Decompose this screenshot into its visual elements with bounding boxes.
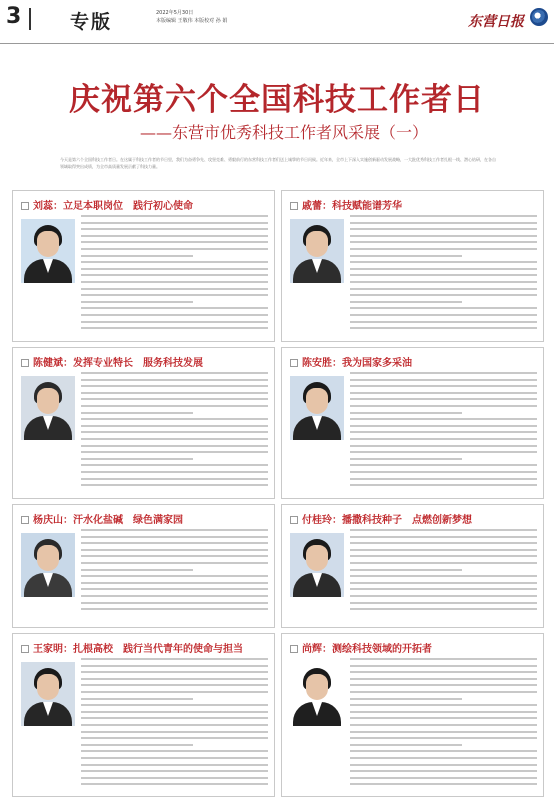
text-line (81, 549, 268, 551)
text-line (350, 665, 537, 667)
photo-face (306, 388, 328, 414)
profile-heading (21, 197, 193, 212)
text-line (81, 737, 268, 739)
logo-emblem-icon (530, 8, 548, 26)
text-line (350, 542, 537, 544)
profile-heading-text: 陈健斌：发挥专业特长 服务科技发展 (33, 358, 203, 369)
profile-card (12, 504, 275, 628)
text-line (350, 704, 537, 706)
portrait-photo (290, 533, 344, 597)
text-line (350, 301, 462, 303)
profile-heading-text: 王家明：扎根高校 践行当代青年的使命与担当 (33, 644, 243, 655)
profile-card (281, 504, 544, 628)
text-line (81, 228, 268, 230)
text-line (81, 698, 193, 700)
profile-heading (290, 354, 412, 369)
text-line (350, 711, 537, 713)
newspaper-logo: 东营日报 (468, 14, 524, 30)
text-line (81, 405, 268, 407)
text-line (81, 764, 268, 766)
page-subtitle: ——东营市优秀科技工作者风采展（一） (140, 123, 429, 142)
text-line (81, 542, 268, 544)
text-line (350, 228, 537, 230)
text-line (81, 665, 268, 667)
text-line (350, 268, 537, 270)
photo-face (37, 388, 59, 414)
text-line (81, 658, 268, 660)
heading-marker-icon (290, 516, 298, 524)
text-line (350, 658, 537, 660)
profile-heading (21, 354, 203, 369)
text-line (350, 595, 537, 597)
text-line (350, 555, 537, 557)
text-line (81, 770, 268, 772)
photo-face (37, 545, 59, 571)
text-line (81, 471, 268, 473)
text-line (81, 555, 268, 557)
text-line (350, 602, 537, 604)
text-line (81, 562, 268, 564)
text-line (350, 744, 462, 746)
text-line (350, 379, 537, 381)
text-line (350, 412, 462, 414)
text-line (81, 425, 268, 427)
text-line (350, 274, 537, 276)
text-line (350, 770, 537, 772)
text-line (81, 445, 268, 447)
text-line (81, 464, 268, 466)
heading-marker-icon (290, 645, 298, 653)
text-line (350, 307, 537, 309)
portrait-photo (290, 219, 344, 283)
text-line (81, 582, 268, 584)
text-line (350, 385, 537, 387)
text-line (350, 321, 537, 323)
text-line (81, 431, 268, 433)
heading-marker-icon (21, 359, 29, 367)
photo-face (306, 231, 328, 257)
section-name: 专版 (70, 11, 113, 33)
profile-heading-text: 刘蕊：立足本职岗位 践行初心使命 (33, 201, 193, 212)
text-line (81, 744, 193, 746)
text-line (350, 717, 537, 719)
profile-heading-text: 尚辉：测绘科技领域的开拓者 (302, 644, 432, 655)
profile-body-text (81, 372, 268, 492)
text-line (350, 698, 462, 700)
text-line (81, 569, 193, 571)
text-line (81, 750, 268, 752)
portrait-photo (290, 662, 344, 726)
text-line (81, 288, 268, 290)
text-line (81, 783, 268, 785)
text-line (81, 458, 193, 460)
profile-card (12, 633, 275, 797)
heading-marker-icon (21, 645, 29, 653)
text-line (81, 478, 268, 480)
text-line (350, 431, 537, 433)
profile-card (281, 633, 544, 797)
text-line (350, 215, 537, 217)
text-line (350, 484, 537, 486)
text-line (81, 281, 268, 283)
heading-marker-icon (290, 202, 298, 210)
page-title: 庆祝第六个全国科技工作者日 (69, 82, 485, 118)
profile-body-text (81, 529, 268, 621)
portrait-photo (21, 376, 75, 440)
text-line (81, 314, 268, 316)
text-line (350, 464, 537, 466)
text-line (81, 731, 268, 733)
text-line (350, 588, 537, 590)
text-line (350, 405, 537, 407)
text-line (350, 458, 462, 460)
text-line (350, 608, 537, 610)
profile-heading-text: 付桂玲：播撒科技种子 点燃创新梦想 (302, 515, 472, 526)
text-line (81, 484, 268, 486)
issue-date: 2022年5月30日 (156, 10, 194, 16)
text-line (81, 724, 268, 726)
text-line (350, 478, 537, 480)
text-line (81, 678, 268, 680)
heading-marker-icon (21, 202, 29, 210)
text-line (81, 274, 268, 276)
profile-heading (290, 197, 402, 212)
text-line (350, 261, 537, 263)
masthead-divider (29, 8, 31, 30)
text-line (81, 321, 268, 323)
profile-card (281, 347, 544, 499)
text-line (81, 379, 268, 381)
text-line (81, 757, 268, 759)
profile-body-text (350, 215, 537, 335)
portrait-photo (21, 533, 75, 597)
text-line (81, 684, 268, 686)
text-line (350, 294, 537, 296)
profile-card (281, 190, 544, 342)
text-line (350, 562, 537, 564)
photo-face (306, 545, 328, 571)
text-line (350, 678, 537, 680)
text-line (350, 281, 537, 283)
text-line (350, 222, 537, 224)
text-line (81, 608, 268, 610)
text-line (350, 569, 462, 571)
text-line (81, 711, 268, 713)
text-line (81, 717, 268, 719)
editor-line: 本版编辑 王敬伟 本版校对 孙 娟 (156, 18, 228, 24)
profile-body-text (81, 215, 268, 335)
text-line (350, 445, 537, 447)
text-line (350, 750, 537, 752)
photo-face (37, 674, 59, 700)
text-line (81, 777, 268, 779)
text-line (81, 418, 268, 420)
profile-body-text (350, 529, 537, 621)
profile-heading (290, 511, 472, 526)
text-line (350, 451, 537, 453)
profile-heading (21, 640, 243, 655)
text-line (81, 438, 268, 440)
text-line (350, 327, 537, 329)
text-line (81, 671, 268, 673)
text-line (350, 764, 537, 766)
text-line (350, 783, 537, 785)
text-line (350, 255, 462, 257)
text-line (350, 575, 537, 577)
text-line (350, 671, 537, 673)
text-line (350, 314, 537, 316)
text-line (350, 549, 537, 551)
profile-body-text (350, 658, 537, 790)
text-line (81, 301, 193, 303)
portrait-photo (290, 376, 344, 440)
photo-face (306, 674, 328, 700)
profile-heading-text: 陈安胜：我为国家多采油 (302, 358, 412, 369)
portrait-photo (21, 219, 75, 283)
heading-marker-icon (21, 516, 29, 524)
text-line (350, 529, 537, 531)
text-line (81, 241, 268, 243)
profile-card (12, 190, 275, 342)
text-line (350, 731, 537, 733)
text-line (81, 248, 268, 250)
text-line (350, 582, 537, 584)
text-line (350, 438, 537, 440)
masthead (0, 0, 554, 44)
profile-heading (290, 640, 432, 655)
page-number: 3 (6, 4, 22, 29)
text-line (350, 777, 537, 779)
text-line (350, 684, 537, 686)
text-line (81, 602, 268, 604)
photo-face (37, 231, 59, 257)
text-line (81, 235, 268, 237)
text-line (81, 412, 193, 414)
text-line (81, 704, 268, 706)
text-line (350, 536, 537, 538)
text-line (81, 294, 268, 296)
text-line (350, 392, 537, 394)
text-line (81, 215, 268, 217)
portrait-photo (21, 662, 75, 726)
text-line (81, 595, 268, 597)
intro-paragraph: 今天是第六个全国科技工作者日。在这属于科技工作者的节日里，我们为奋勇争先、攻坚克难、勇毅前行的东营科技工作者们送上诚挚的节日问候。近年来，全市上下深入实施创新驱动发展战略，一大批优秀科技工作者扎根一线、潜心钻研，在各自领域取得突出成绩，为全市高质量发展贡献了科技力量。 (60, 157, 496, 169)
text-line (350, 372, 537, 374)
text-line (350, 425, 537, 427)
profile-card (12, 347, 275, 499)
text-line (350, 398, 537, 400)
profile-body-text (350, 372, 537, 492)
text-line (350, 288, 537, 290)
text-line (350, 757, 537, 759)
text-line (81, 451, 268, 453)
text-line (350, 691, 537, 693)
masthead-meta (156, 9, 227, 25)
text-line (81, 398, 268, 400)
heading-marker-icon (290, 359, 298, 367)
profile-heading-text: 戚蕾：科技赋能谱芳华 (302, 201, 402, 212)
text-line (350, 235, 537, 237)
text-line (350, 248, 537, 250)
text-line (81, 536, 268, 538)
text-line (81, 385, 268, 387)
text-line (81, 691, 268, 693)
profile-heading (21, 511, 183, 526)
text-line (81, 392, 268, 394)
text-line (81, 575, 268, 577)
text-line (350, 724, 537, 726)
text-line (81, 255, 193, 257)
profile-heading-text: 杨庆山：汗水化盐碱 绿色满家园 (33, 515, 183, 526)
text-line (350, 418, 537, 420)
text-line (81, 307, 268, 309)
text-line (350, 737, 537, 739)
profile-body-text (81, 658, 268, 790)
text-line (81, 372, 268, 374)
text-line (81, 588, 268, 590)
text-line (81, 327, 268, 329)
text-line (81, 268, 268, 270)
text-line (81, 529, 268, 531)
text-line (81, 261, 268, 263)
text-line (81, 222, 268, 224)
text-line (350, 471, 537, 473)
text-line (350, 241, 537, 243)
